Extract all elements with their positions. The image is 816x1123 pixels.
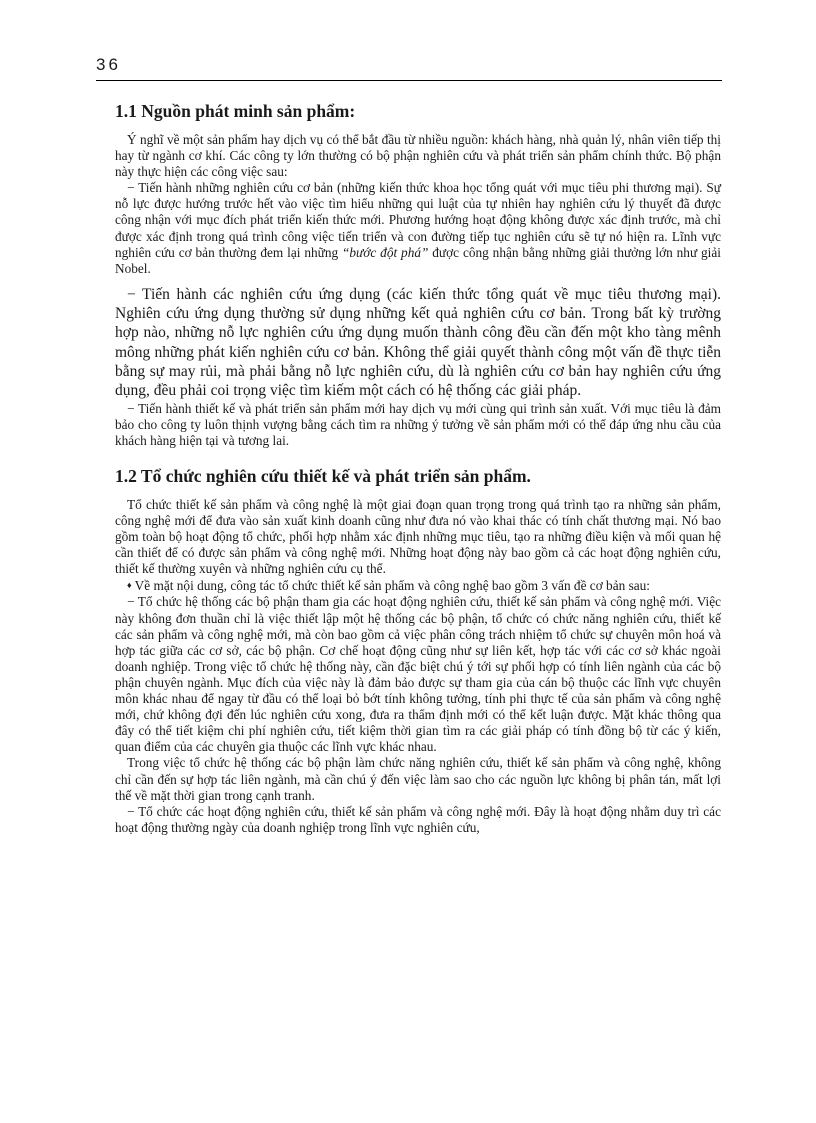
section-heading-1-2: 1.2 Tổ chức nghiên cứu thiết kế và phát triển sản phẩm. xyxy=(115,465,531,486)
item1-text-end: được công nhận bằng những giải thưởng lớn như giải Nobel. xyxy=(115,244,721,276)
document-body xyxy=(115,100,721,836)
section2-bullet-paragraph xyxy=(115,577,721,594)
item1-italic-phrase: “bước đột phá” xyxy=(342,244,429,260)
bullet-text: Về mặt nội dung, công tác tổ chức thiết kế sản phẩm và công nghệ bao gồm 3 vấn đề cơ bản sau: xyxy=(131,578,650,594)
section-heading-1-1: 1.1 Nguồn phát minh sản phẩm: xyxy=(115,101,356,121)
section1-item-applied-research: − Tiến hành các nghiên cứu ứng dụng (các kiến thức tổng quát về mục tiêu thương mại). Nghiên cứu ứng dụng thường sử dụng những kết quả nghiên cứu cơ bản. Trong bất kỳ trường hợp nào, những nỗ lực nghiên cứu ứng dụng muốn thành công đều cần đến một kho tàng mênh mông những phát kiến nghiên cứu cơ bản. Không thể giải quyết thành công một vấn đề thực tiễn bằng sự may rủi, mà phải bằng nỗ lực nghiên cứu, dù là nghiên cứu cơ bản hay nghiên cứu ứng dụng, đều phải coi trọng việc tìm kiếm một cách có hệ thống các giải pháp. xyxy=(115,285,721,400)
section1-intro: Ý nghĩ về một sản phẩm hay dịch vụ có thể bắt đầu từ nhiều nguồn: khách hàng, nhà quản lý, nhân viên tiếp thị hay từ ngành cơ khí. Các công ty lớn thường có bộ phận nghiên cứu và phát triển sản phẩm chính thức. Bộ phận này thực hiện các công việc sau: xyxy=(115,132,721,180)
section2-paragraph-3: − Tổ chức hệ thống các bộ phận tham gia các hoạt động nghiên cứu, thiết kế sản phẩm và công nghệ mới. Việc này không đơn thuần chỉ là việc thiết lập một hệ thống các bộ phận, tổ chức có chức năng nghiên cứu, thiết kế các sản phẩm và công nghệ mới, mà còn bao gồm cả việc phân công trách nhiệm tổ chức sự chuyên môn hoá và hợp tác giữa các cơ sở, các bộ phận. Cơ chế hoạt động cũng như sự liên kết, hợp tác với các cơ sở khác ngoài doanh nghiệp. Trong việc tổ chức hệ thống này, cần đặc biệt chú ý tới sự phối hợp có tính liên ngành của các bộ phận chuyên ngành. Mục đích của việc này là đảm bảo được sự tham gia của cán bộ thuộc các lĩnh vực chuyên môn khác nhau để ngay từ đầu có thể loại bỏ bớt tính không tưởng, tính phi thực tế của sản phẩm và công nghệ mới, chứ không đợi đến lúc nghiên cứu xong, đưa ra thẩm định mới có thể kết luận được. Mặt khác thông qua đây có thể tiết kiệm chi phí nghiên cứu, tiết kiệm thời gian tìm ra các giải pháp có tính đồng bộ từ các ý kiến, quan điểm của các chuyên gia thuộc các lĩnh vực khác nhau. xyxy=(115,594,721,755)
section2-paragraph-1: Tổ chức thiết kế sản phẩm và công nghệ là một giai đoạn quan trọng trong quá trình tạo ra những sản phẩm, công nghệ mới để đưa vào sản xuất kinh doanh cũng như đưa nó vào khai thác có tính chất thương mại. Nó bao gồm toàn bộ hoạt động tổ chức, phối hợp nhằm xác định những mục tiêu, tạo ra những điều kiện và mối quan hệ cần thiết để có được sản phẩm và công nghệ mới. Những hoạt động này bao gồm cả các hoạt động nghiên cứu, thiết kế thường xuyên và những nghiên cứu cụ thể. xyxy=(115,496,721,577)
diamond-bullet-icon: ♦ xyxy=(127,580,132,591)
section2-paragraph-5: − Tổ chức các hoạt động nghiên cứu, thiết kế sản phẩm và công nghệ mới. Đây là hoạt động nhằm duy trì các hoạt động thường ngày của doanh nghiệp trong lĩnh vực nghiên cứu, xyxy=(115,803,721,835)
page-number: 36 xyxy=(96,55,121,74)
section1-item-product-development: − Tiến hành thiết kế và phát triển sản phẩm mới hay dịch vụ mới cùng qui trình sản xuất. Với mục tiêu là đảm bảo cho công ty luôn thịnh vượng bằng cách tìm ra những ý tưởng về sản phẩm mới có thể đáp ứng nhu cầu của khách hàng hiện tại và tương lai. xyxy=(115,400,721,448)
header-rule xyxy=(96,80,722,81)
section2-paragraph-4: Trong việc tổ chức hệ thống các bộ phận làm chức năng nghiên cứu, thiết kế sản phẩm và công nghệ, không chỉ cần đến sự hợp tác liên ngành, mà cần chú ý đến việc làm sao cho các nguồn lực không bị phân tán, mất lợi thế về mặt thời gian trong cạnh tranh. xyxy=(115,755,721,803)
item1-text-start: − Tiến hành những nghiên cứu cơ bản (những kiến thức khoa học tổng quát với mục tiêu phi thương mại). Sự nỗ lực được hướng trước hết vào việc tìm hiểu những qui luật của tự nhiên hay nghiên cứu lý thuyết đã được công nhận với mục đích phát triển kiến thức mới. Phương hướng hoạt động không được xác định trước, mà chỉ được xác định trong quá trình công việc tiến triển và con đường tiếp tục nghiên cứu sẽ tự nó hiện ra. Lĩnh vực nghiên cứu cơ bản thường đem lại những xyxy=(115,180,721,260)
section1-item-basic-research xyxy=(115,180,721,277)
